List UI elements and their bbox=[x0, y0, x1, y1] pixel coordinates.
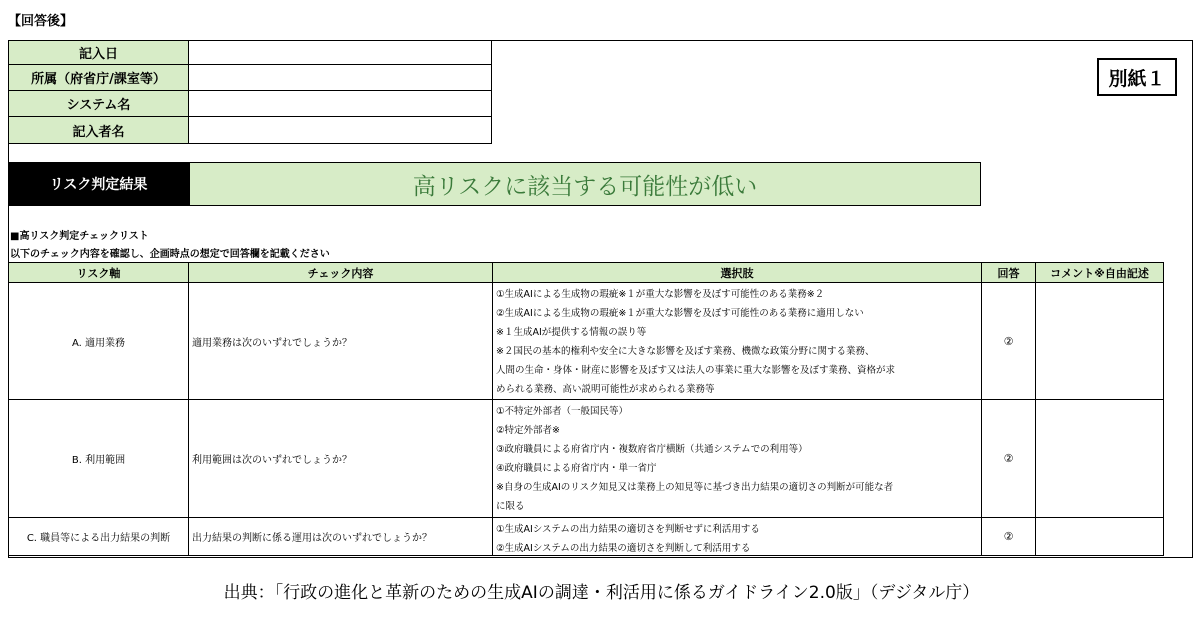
option-item: ③政府職員による府省庁内・複数府省庁横断（共通システムでの利用等） bbox=[496, 444, 808, 455]
option-item: ②特定外部者※ bbox=[496, 425, 560, 436]
row-options bbox=[492, 282, 982, 400]
row-axis: B. 利用範囲 bbox=[8, 399, 189, 518]
option-item: ①生成AIによる生成物の瑕疵※１が重大な影響を及ぼす可能性のある業務※２ bbox=[496, 289, 825, 300]
info-value-system[interactable] bbox=[188, 90, 492, 117]
option-item: ②生成AIシステムの出力結果の適切さを判断して利活用する bbox=[496, 543, 751, 554]
option-item: ①不特定外部者（一般国民等） bbox=[496, 406, 629, 417]
row-options bbox=[492, 517, 982, 556]
option-item: ②生成AIによる生成物の瑕疵※１が重大な影響を及ぼす可能性のある業務に適用しない bbox=[496, 308, 864, 319]
risk-result-value: 高リスクに該当する可能性が低い bbox=[189, 162, 981, 206]
row-answer[interactable]: ② bbox=[981, 282, 1036, 400]
option-item: ※１生成AIが提供する情報の誤り等 bbox=[496, 327, 647, 338]
row-comment[interactable] bbox=[1035, 282, 1164, 400]
row-content: 適用業務は次のいずれでしょうか？ bbox=[188, 282, 493, 400]
risk-result-label: リスク判定結果 bbox=[8, 162, 189, 206]
header-answer: 回答 bbox=[981, 262, 1036, 283]
page-heading: 【回答後】 bbox=[8, 14, 74, 29]
row-content: 出力結果の判断に係る運用は次のいずれでしょうか？ bbox=[188, 517, 493, 556]
checklist-instruction: 以下のチェック内容を確認し、企画時点の想定で回答欄を記載ください bbox=[10, 249, 330, 260]
option-item: ①生成AIシステムの出力結果の適切さを判断せずに利活用する bbox=[496, 524, 760, 535]
option-item: ※２国民の基本的権利や安全に大きな影響を及ぼす業務、機微な政策分野に関する業務、 bbox=[496, 346, 875, 357]
row-answer[interactable]: ② bbox=[981, 399, 1036, 518]
row-comment[interactable] bbox=[1035, 399, 1164, 518]
source-citation: 出典：「行政の進化と革新のための生成AIの調達・利活用に係るガイドライン2.0版」（デジタル庁） bbox=[223, 583, 980, 603]
header-comment: コメント※自由記述 bbox=[1035, 262, 1164, 283]
header-options: 選択肢 bbox=[492, 262, 982, 283]
row-axis: C. 職員等による出力結果の判断 bbox=[8, 517, 189, 556]
info-label-affiliation: 所属（府省庁/課室等） bbox=[8, 64, 189, 91]
info-value-author[interactable] bbox=[188, 116, 492, 144]
row-answer[interactable]: ② bbox=[981, 517, 1036, 556]
option-item: ※自身の生成AIのリスク知見又は業務上の知見等に基づき出力結果の適切さの判断が可能な者 bbox=[496, 482, 894, 493]
info-value-date[interactable] bbox=[188, 40, 492, 65]
checklist-title: ■高リスク判定チェックリスト bbox=[10, 231, 149, 242]
option-item: ④政府職員による府省庁内・単一省庁 bbox=[496, 463, 657, 474]
row-options bbox=[492, 399, 982, 518]
header-axis: リスク軸 bbox=[8, 262, 189, 283]
row-content: 利用範囲は次のいずれでしょうか？ bbox=[188, 399, 493, 518]
row-comment[interactable] bbox=[1035, 517, 1164, 556]
info-label-system: システム名 bbox=[8, 90, 189, 117]
info-label-date: 記入日 bbox=[8, 40, 189, 65]
option-item: められる業務、高い説明可能性が求められる業務等 bbox=[496, 384, 715, 395]
header-content: チェック内容 bbox=[188, 262, 493, 283]
option-item: に限る bbox=[496, 501, 525, 512]
info-label-author: 記入者名 bbox=[8, 116, 189, 144]
option-item: 人間の生命・身体・財産に影響を及ぼす又は法人の事業に重大な影響を及ぼす業務、資格が求 bbox=[496, 365, 896, 376]
sheet-tag: 別紙１ bbox=[1097, 58, 1177, 96]
info-value-affiliation[interactable] bbox=[188, 64, 492, 91]
row-axis: A. 適用業務 bbox=[8, 282, 189, 400]
